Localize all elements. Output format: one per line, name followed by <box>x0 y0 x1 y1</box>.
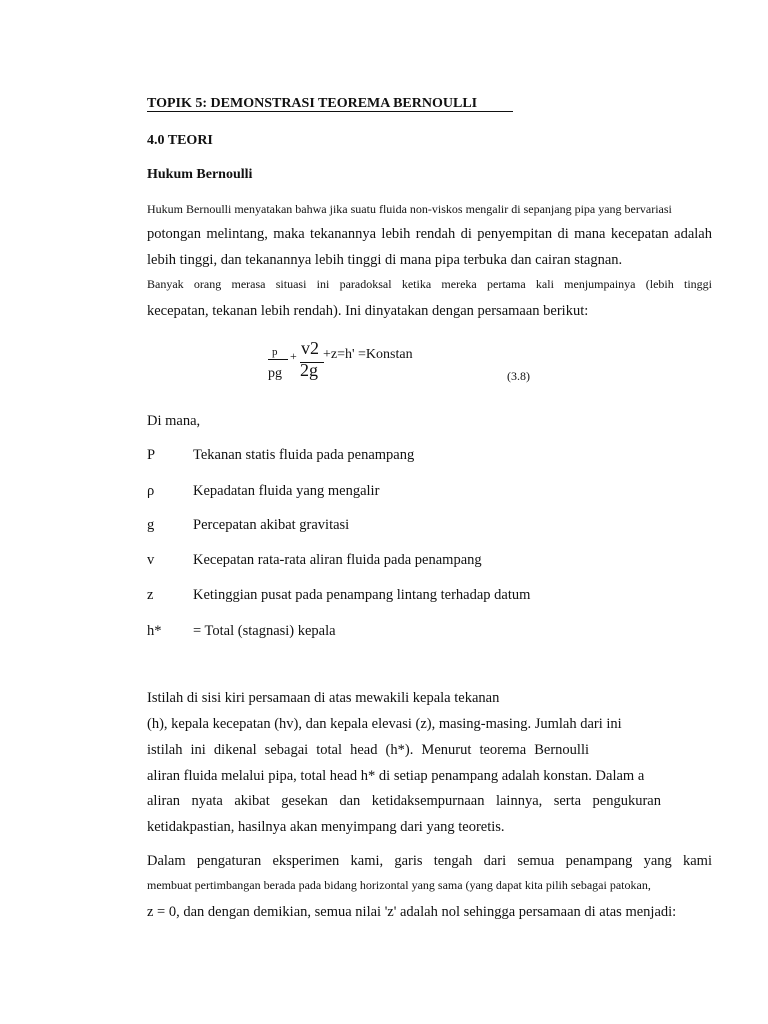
paragraph3-line-1: Dalam pengaturan eksperimen kami, garis tengah dari semua penampang yang kami <box>147 853 712 869</box>
dimana-label: Di mana, <box>147 413 201 429</box>
section-heading: 4.0 TEORI <box>147 133 213 148</box>
paragraph1-line-2: potongan melintang, maka tekanannya lebih rendah di penyempitan di mana kecepatan adalah <box>147 226 712 242</box>
definition-text: Percepatan akibat gravitasi <box>193 517 350 533</box>
definition-text: Tekanan statis fluida pada penampang <box>193 447 415 463</box>
paragraph3-line-3: z = 0, dan dengan demikian, semua nilai 'z' adalah nol sehingga persamaan di atas menjadi: <box>147 904 677 920</box>
paragraph2-line-5: aliran nyata akibat gesekan dan ketidaksempurnaan lainnya, serta pengukuran <box>147 793 661 809</box>
equation-label: (3.8) <box>507 369 530 383</box>
paragraph2-line-1: Istilah di sisi kiri persamaan di atas mewakili kepala tekanan <box>147 690 500 706</box>
subheading: Hukum Bernoulli <box>147 167 253 182</box>
equation-rest: +z=h' =Konstan <box>323 347 413 362</box>
paragraph1-line-3: lebih tinggi, dan tekanannya lebih tinggi di mana pipa terbuka dan cairan stagnan. <box>147 252 623 268</box>
paragraph2-line-3: istilah ini dikenal sebagai total head (h*). Menurut teorema Bernoulli <box>147 742 589 758</box>
definition-symbol: g <box>147 517 155 533</box>
equation-fraction-rule-1 <box>268 359 288 360</box>
paragraph3-line-2: membuat pertimbangan berada pada bidang horizontal yang sama (yang dapat kita pilih sebagai patokan, <box>147 878 651 892</box>
definition-text: Kecepatan rata-rata aliran fluida pada penampang <box>193 552 482 568</box>
definition-text: = Total (stagnasi) kepala <box>193 623 336 639</box>
paragraph1-line-5: kecepatan, tekanan lebih rendah). Ini dinyatakan dengan persamaan berikut: <box>147 303 589 319</box>
document-title <box>147 96 513 112</box>
definition-symbol: v <box>147 552 155 568</box>
definition-text: Ketinggian pusat pada penampang lintang terhadap datum <box>193 587 531 603</box>
equation-v2: v2 <box>301 338 319 358</box>
equation-plus: + <box>290 349 297 363</box>
equation-2g: 2g <box>300 360 318 380</box>
paragraph1-line-4: Banyak orang merasa situasi ini paradoksal ketika mereka pertama kali menjumpainya (lebih tinggi <box>147 277 712 291</box>
paragraph2-line-6: ketidakpastian, hasilnya akan menyimpang dari yang teoretis. <box>147 819 505 835</box>
definition-symbol: z <box>147 587 154 603</box>
definition-text: Kepadatan fluida yang mengalir <box>193 483 380 499</box>
definition-symbol: ρ <box>147 483 155 499</box>
definition-symbol: h* <box>147 623 162 639</box>
definition-symbol: P <box>147 447 156 463</box>
paragraph2-line-4: aliran fluida melalui pipa, total head h* di setiap penampang adalah konstan. Dalam a <box>147 768 645 784</box>
paragraph2-line-2: (h), kepala kecepatan (hv), dan kepala elevasi (z), masing-masing. Jumlah dari ini <box>147 716 622 732</box>
document-title-text: TOPIK 5: DEMONSTRASI TEOREMA BERNOULLI <box>147 96 513 112</box>
equation-pg: pg <box>268 366 282 381</box>
paragraph1-line-1: Hukum Bernoulli menyatakan bahwa jika suatu fluida non-viskos mengalir di sepanjang pipa yang bervariasi <box>147 202 672 216</box>
equation-p: p <box>272 346 278 358</box>
